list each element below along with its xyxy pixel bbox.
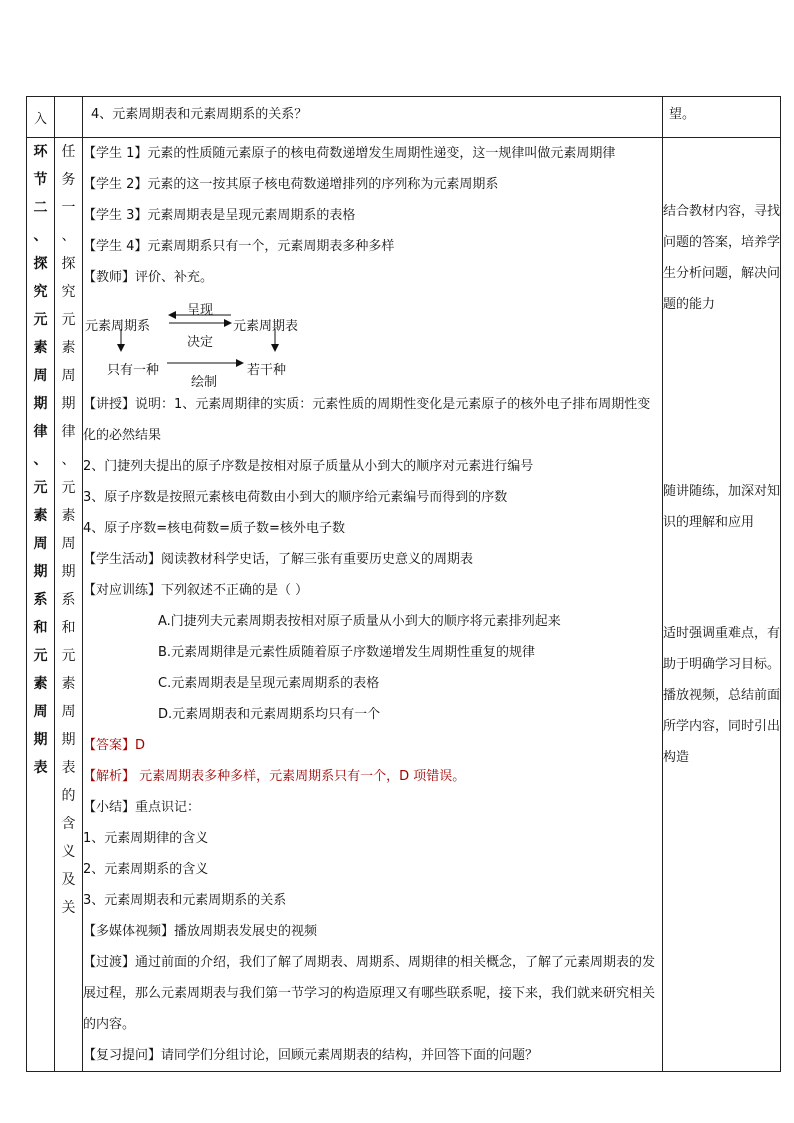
section_label-char: 素 [33, 508, 48, 524]
label-draw: 绘制 [191, 375, 218, 390]
section_label-char: 元 [33, 480, 48, 496]
section_label-char: 究 [33, 284, 48, 300]
analysis-line: 【解析】 元素周期表多种多样，元素周期系只有一个，D 项错误。 [83, 769, 466, 784]
label-table: 元素周期表 [233, 319, 299, 334]
section_label-char: 系 [33, 592, 48, 608]
section_label-char: 和 [33, 620, 48, 636]
task_label-char: 含 [61, 816, 76, 832]
task_label-char: 、 [61, 452, 76, 468]
drill-line: 【对应训练】下列叙述不正确的是（ ） [83, 583, 309, 598]
task_label-char: 周 [61, 536, 76, 552]
option-a: A.门捷列夫元素周期表按相对原子质量从小到大的顺序将元素排列起来 [158, 614, 561, 629]
empty-cell [55, 97, 83, 138]
task_label-char: 究 [61, 284, 76, 300]
table-row [27, 138, 781, 1072]
transition-line: 【过渡】通过前面的介绍，我们了解了周期表、周期系、周期律的相关概念，了解了元素周期表的发展过程，那么元素周期表与我们第一节学习的构造原理又有哪些联系呢，接下来，我们就来研究相关的内容。 [83, 955, 656, 1032]
task_label-char: 一 [61, 200, 76, 216]
media-line: 【多媒体视频】播放周期表发展史的视频 [83, 924, 318, 939]
section_label-char: 表 [33, 760, 48, 776]
entry-cell: 入 [27, 97, 55, 138]
task_label-char: 探 [61, 256, 76, 272]
section_label-char: 素 [33, 676, 48, 692]
section_label-char: 环 [33, 144, 48, 160]
lecture-4: 4、原子序数=核电荷数=质子数=核外电子数 [83, 521, 345, 536]
task_label-char: 表 [61, 760, 76, 776]
student-1-line: 【学生 1】元素的性质随元素原子的核电荷数递增发生周期性递变，这一规律叫做元素周期律 [83, 146, 616, 161]
section_label-char: 元 [33, 648, 48, 664]
section_label-char: 期 [33, 396, 48, 412]
note-analysis: 结合教材内容，寻找问题的答案，培养学生分析问题，解决问题的能力 [663, 204, 781, 312]
review-line: 【复习提问】请同学们分组讨论，回顾元素周期表的结构，并回答下面的问题？ [83, 1048, 539, 1063]
task_label-char: 周 [61, 368, 76, 384]
task_label-char: 和 [61, 620, 76, 636]
task_label-char: 元 [61, 312, 76, 328]
task_label-char: 素 [61, 508, 76, 524]
label-decide: 决定 [187, 335, 214, 350]
option-b: B.元素周期律是元素性质随着原子序数递增发生周期性重复的规律 [158, 645, 536, 660]
section_label-char: 周 [33, 536, 48, 552]
summary-line: 【小结】重点识记： [83, 800, 201, 815]
section_label-char: 期 [33, 732, 48, 748]
task_label-char: 任 [61, 144, 76, 160]
task_label-char: 义 [61, 844, 76, 860]
note-emphasis: 适时强调重难点，有助于明确学习目标。 [663, 626, 781, 672]
wish-cell: 望。 [663, 97, 781, 138]
student-2-line: 【学生 2】元素的这一按其原子核电荷数递增排列的序列称为元素周期系 [83, 177, 499, 192]
task_label-char: 的 [61, 788, 76, 804]
table-row [27, 97, 781, 138]
label-only-one: 只有一种 [107, 363, 160, 378]
section_label-char: 素 [33, 340, 48, 356]
summary-3: 3、元素周期表和元素周期系的关系 [83, 893, 287, 908]
section_label-char: 、 [33, 228, 48, 244]
task_label-char: 系 [61, 592, 76, 608]
task_label-char: 务 [61, 172, 76, 188]
task-label [55, 138, 83, 1072]
task_label-char: 期 [61, 732, 76, 748]
task_label-char: 期 [61, 564, 76, 580]
task_label-char: 、 [61, 228, 76, 244]
option-d: D.元素周期表和元素周期系均只有一个 [158, 707, 381, 722]
student-4-line: 【学生 4】元素周期系只有一个，元素周期表多种多样 [83, 239, 395, 254]
option-c: C.元素周期表是呈现元素周期系的表格 [158, 676, 380, 691]
section_label-char: 周 [33, 704, 48, 720]
task_label-char: 周 [61, 704, 76, 720]
task_label-char: 期 [61, 396, 76, 412]
task_label-char: 素 [61, 676, 76, 692]
task_label-char: 素 [61, 340, 76, 356]
section_label-char: 期 [33, 564, 48, 580]
section_label-char: 探 [33, 256, 48, 272]
section-label [27, 138, 55, 1072]
section_label-char: 节 [33, 172, 48, 188]
content-cell [83, 138, 663, 1072]
task_label-char: 关 [61, 900, 76, 916]
question-cell: 4、元素周期表和元素周期系的关系？ [83, 97, 663, 138]
summary-2: 2、元素周期系的含义 [83, 862, 209, 877]
label-several: 若干种 [247, 363, 287, 378]
summary-1: 1、元素周期律的含义 [83, 831, 209, 846]
notes-cell [663, 138, 781, 1072]
section_label-char: 二 [33, 200, 48, 216]
lecture-3: 3、原子序数是按照元素核电荷数由小到大的顺序给元素编号而得到的序数 [83, 490, 508, 505]
student-3-line: 【学生 3】元素周期表是呈现元素周期系的表格 [83, 208, 356, 223]
answer-line: 【答案】D [83, 738, 146, 753]
task_label-char: 律 [61, 424, 76, 440]
label-system: 元素周期系 [85, 319, 151, 334]
note-practice: 随讲随练，加深对知识的理解和应用 [663, 484, 781, 530]
lecture-line: 【讲授】说明：1、元素周期律的实质：元素性质的周期性变化是元素原子的核外电子排布周期性变化的必然结果 [83, 397, 651, 443]
section_label-char: 周 [33, 368, 48, 384]
lesson-plan-table [26, 96, 781, 1072]
teacher-line: 【教师】评价、补充。 [83, 270, 214, 285]
section_label-char: 律 [33, 424, 48, 440]
task_label-char: 及 [61, 872, 76, 888]
section_label-char: 元 [33, 312, 48, 328]
activity-line: 【学生活动】阅读教材科学史话，了解三张有重要历史意义的周期表 [83, 552, 474, 567]
lecture-2: 2、门捷列夫提出的原子序数是按相对原子质量从小到大的顺序对元素进行编号 [83, 459, 534, 474]
note-video: 播放视频，总结前面所学内容，同时引出构造 [663, 688, 781, 765]
task_label-char: 元 [61, 648, 76, 664]
label-present: 呈现 [187, 303, 214, 318]
section_label-char: 、 [33, 452, 48, 468]
relation-diagram [83, 293, 343, 389]
task_label-char: 元 [61, 480, 76, 496]
